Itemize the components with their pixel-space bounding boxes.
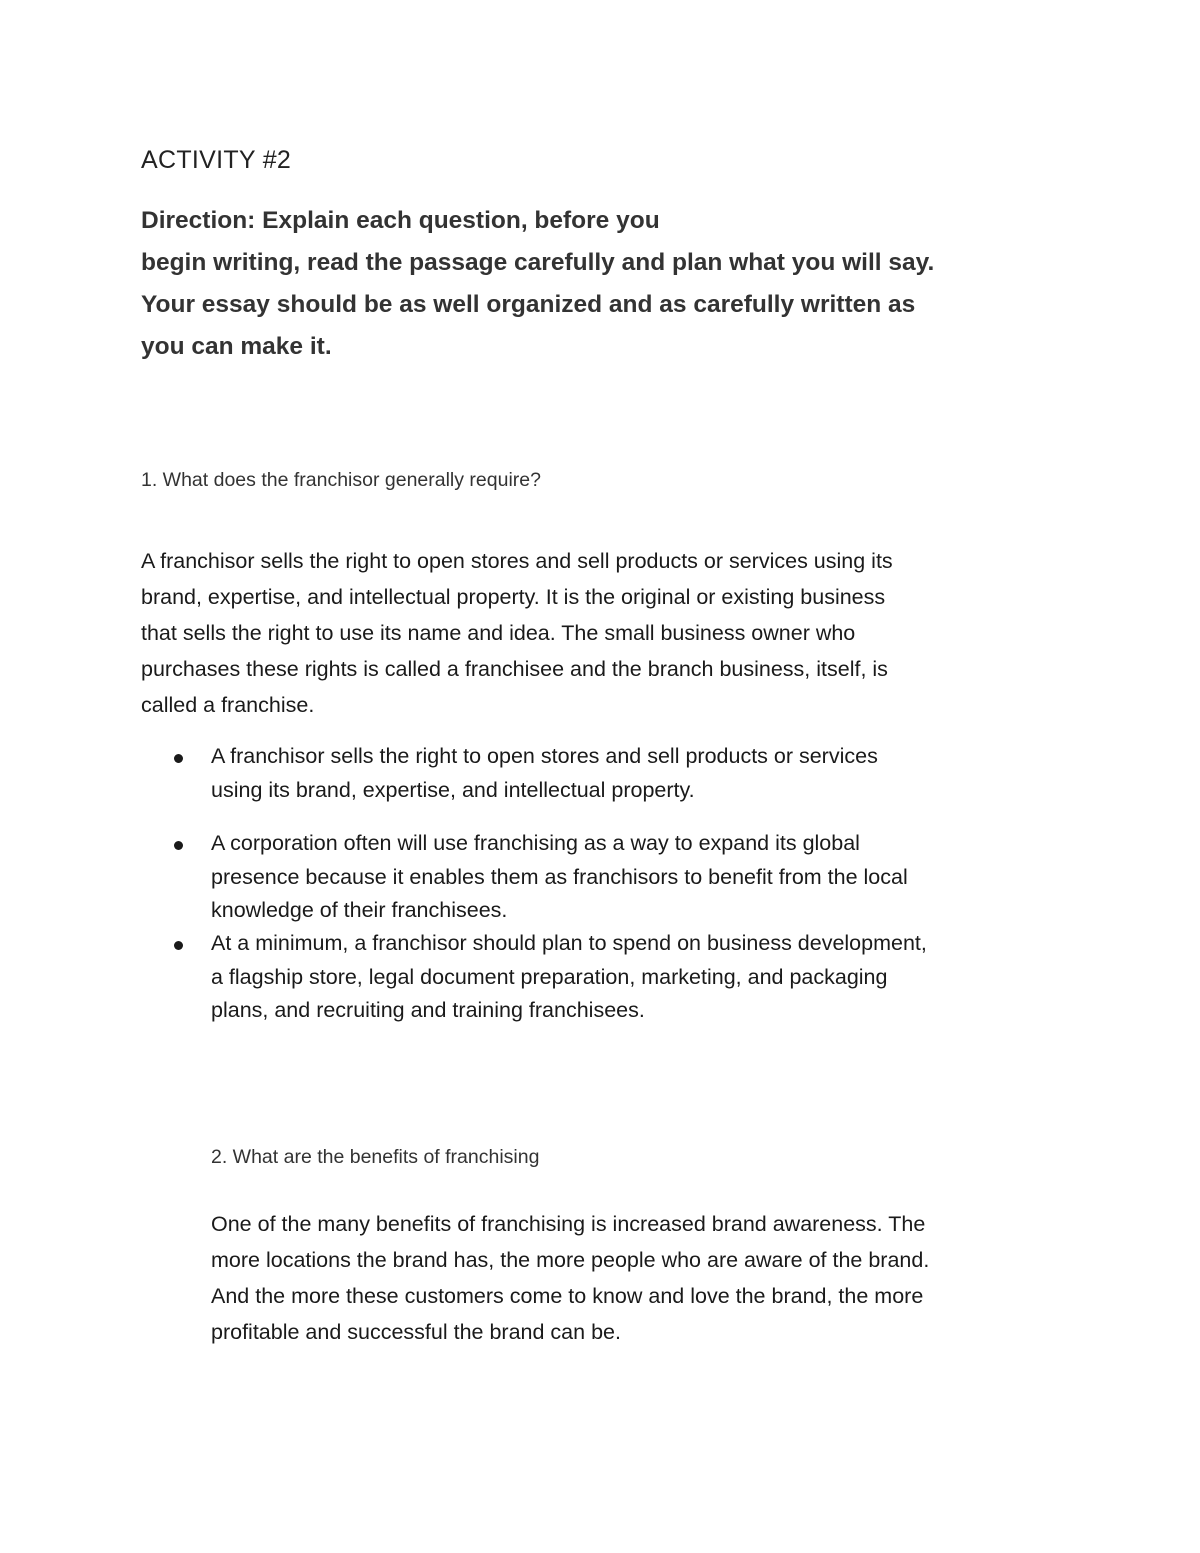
bullet-text [211, 740, 1091, 807]
bullet-line: A corporation often will use franchising as a way to expand its global [211, 831, 860, 855]
direction-line: Your essay should be as well organized and as carefully written as [141, 291, 916, 318]
bullet-text [211, 927, 1091, 1028]
bullet-line: using its brand, expertise, and intellectual property. [211, 777, 695, 802]
paragraph-line: called a franchise. [141, 693, 315, 717]
bullet-line: At a minimum, a franchisor should plan to spend on business development, [211, 931, 927, 955]
paragraph-line: A franchisor sells the right to open stores and sell products or services using its [141, 549, 893, 573]
paragraph-line: One of the many benefits of franchising is increased brand awareness. The [211, 1212, 926, 1236]
bullet-dot-icon [174, 941, 183, 950]
paragraph-line: purchases these rights is called a franchisee and the branch business, itself, is [141, 657, 888, 681]
bullet-line: knowledge of their franchisees. [211, 898, 508, 922]
direction-text [141, 200, 1081, 368]
question-2-heading: 2. What are the benefits of franchising [211, 1146, 540, 1168]
direction-line: begin writing, read the passage carefully and plan what you will say. [141, 249, 935, 276]
bullet-line: plans, and recruiting and training franchisees. [211, 998, 645, 1022]
bullet-text [211, 827, 1091, 928]
paragraph-line: And the more these customers come to know and love the brand, the more [211, 1284, 924, 1308]
paragraph-line: brand, expertise, and intellectual property. It is the original or existing business [141, 585, 886, 609]
bullet-line: presence because it enables them as franchisors to benefit from the local [211, 864, 908, 889]
question-1-heading: 1. What does the franchisor generally require? [141, 469, 541, 491]
paragraph-line: profitable and successful the brand can be. [211, 1320, 621, 1344]
question-2-answer-paragraph [211, 1206, 1111, 1350]
activity-title: ACTIVITY #2 [141, 146, 292, 174]
paragraph-line: more locations the brand has, the more people who are aware of the brand. [211, 1248, 930, 1272]
direction-line: you can make it. [141, 333, 332, 360]
paragraph-line: that sells the right to use its name and idea. The small business owner who [141, 621, 856, 645]
question-1-answer-paragraph [141, 543, 1091, 723]
direction-line: Direction: Explain each question, before you [141, 207, 660, 234]
bullet-dot-icon [174, 754, 183, 763]
bullet-line: A franchisor sells the right to open stores and sell products or services [211, 744, 878, 768]
bullet-dot-icon [174, 841, 183, 850]
bullet-line: a flagship store, legal document preparation, marketing, and packaging [211, 964, 888, 989]
